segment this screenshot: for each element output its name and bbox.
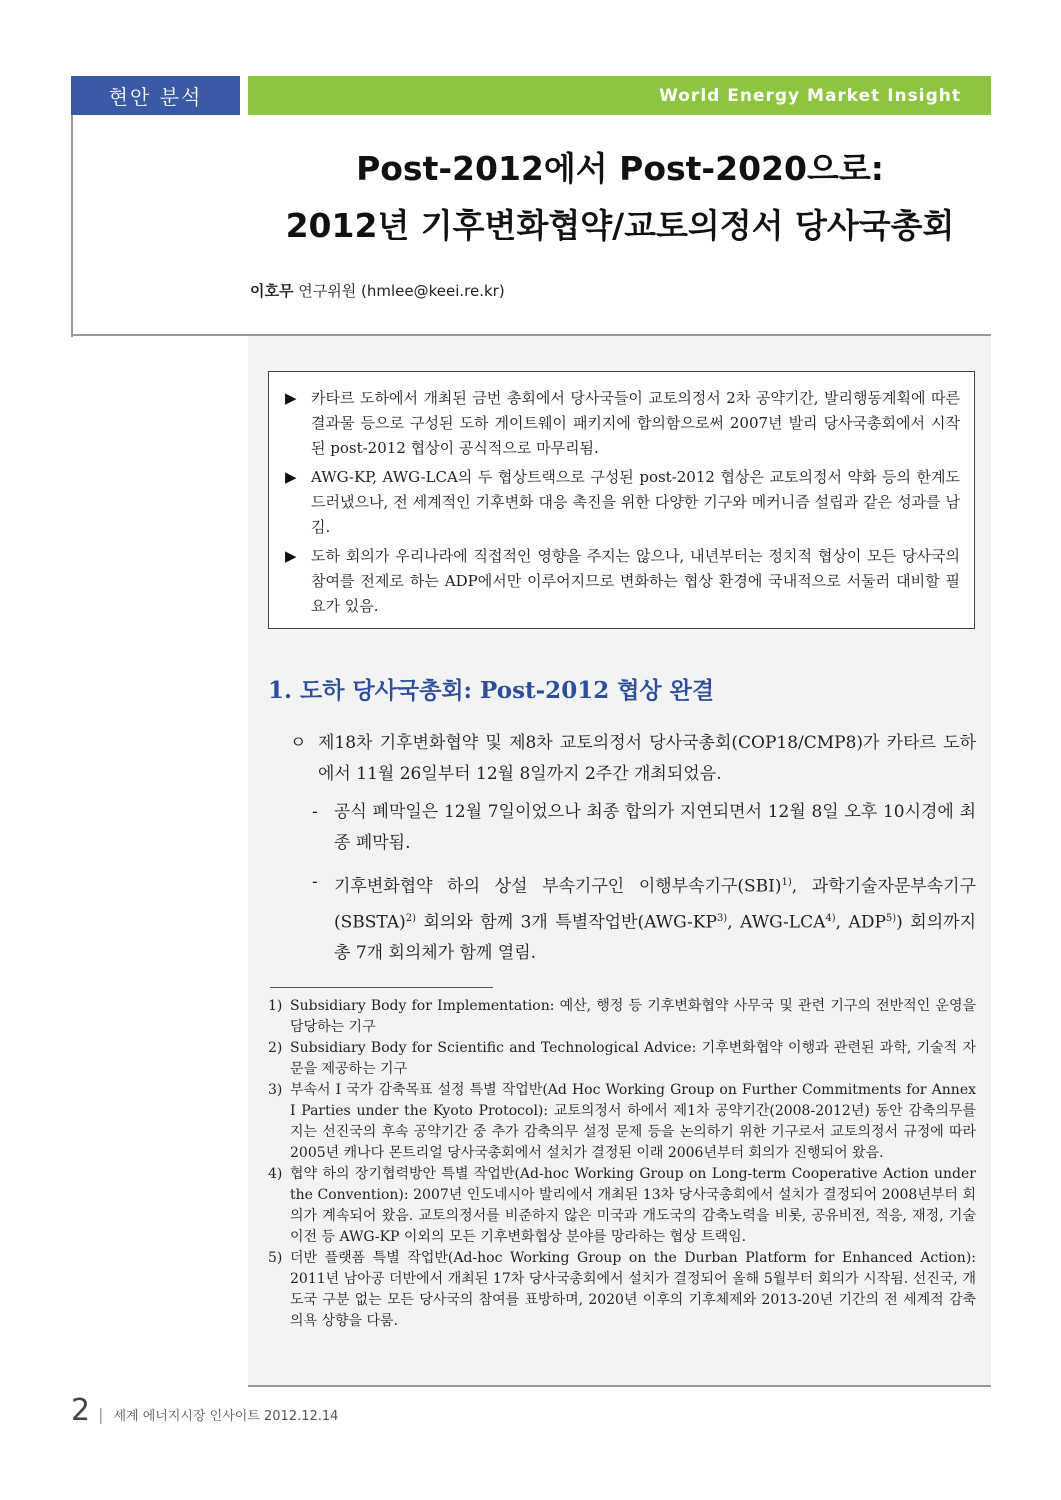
- footnote-ref: 5): [885, 912, 897, 924]
- footnote-ref: 2): [405, 912, 417, 924]
- author-name: 이호무: [250, 282, 294, 300]
- footnote-text: 협약 하의 장기협력방안 특별 작업반(Ad-hoc Working Group on Long-term Cooperative Action under the Convention): 2007년 인도네시아 발리에서 개최된 13차 당사국총회에서 설치가 결정되어 2008년부터 회의가 계속되어 왔음. 교토의정서를 비준하지 않은 미국과 개도국의 감축노력을 비롯, 공유비전, 적응, 재정, 기술이전 등 AWG-KP 이외의 모든 기후변화협상 분야를 망라하는 협상 트랙임.: [290, 1166, 976, 1245]
- footnote-ref: 4): [825, 912, 836, 924]
- page-footer: [71, 1393, 338, 1428]
- footnote-text: Subsidiary Body for Scientific and Technological Advice: 기후변화협약 이행과 관련된 과학, 기술적 자문을 제공하는 기구: [290, 1040, 976, 1077]
- dash-bullet-icon: -: [312, 872, 318, 892]
- footnote-number: 2): [268, 1040, 283, 1056]
- footnote: [268, 996, 976, 1038]
- footnote-ref: 3): [716, 912, 728, 924]
- article-title: [250, 140, 990, 254]
- sub-paragraph: [312, 797, 976, 859]
- footnote-number: 1): [268, 998, 283, 1014]
- footnote: [268, 1248, 976, 1332]
- footnote-number: 4): [268, 1166, 283, 1182]
- series-banner: World Energy Market Insight: [248, 76, 991, 115]
- sub-paragraph-text: 공식 폐막일은 12월 7일이었으나 최종 합의가 지연되면서 12월 8일 오후 10시경에 최종 폐막됨.: [334, 802, 976, 853]
- author-line: [250, 280, 505, 301]
- footer-separator: |: [98, 1405, 104, 1424]
- author-role: 연구위원 (hmlee@keei.re.kr): [298, 282, 505, 300]
- footnote-text: Subsidiary Body for Implementation: 예산, 행정 등 기후변화협약 사무국 및 관련 기구의 전반적인 운영을 담당하는 기구: [290, 998, 976, 1035]
- footer-divider: [248, 1385, 991, 1387]
- footnote: [268, 1164, 976, 1248]
- publication-info: 세계 에너지시장 인사이트 2012.12.14: [113, 1409, 339, 1424]
- sub-paragraph-text: 기후변화협약 하의 상설 부속기구인 이행부속기구(SBI)$^{1)}$, 과학기술자문부속기구(SBSTA)$^{2)}$ 회의와 함께 3개 특별작업반(AWG-KP$^{3)}$, AWG-LCA$^{4)}$, ADP$^{5)}$) 회의까지 총 7개 회의체가 함께 열림.: [334, 876, 976, 964]
- circle-bullet-icon: ㅇ: [290, 733, 307, 753]
- summary-text: AWG-KP, AWG-LCA의 두 협상트랙으로 구성된 post-2012 협상은 교토의정서 약화 등의 한계도 드러냈으나, 전 세계적인 기후변화 대응 촉진을 위한 다양한 기구와 메커니즘 설립과 같은 성과를 남김.: [311, 468, 960, 536]
- summary-text: 도하 회의가 우리나라에 직접적인 영향을 주지는 않으나, 내년부터는 정치적 협상이 모든 당사국의 참여를 전제로 하는 ADP에서만 이루어지므로 변화하는 협상 환경에 국내적으로 서둘러 대비할 필요가 있음.: [311, 547, 960, 615]
- footnotes: [268, 996, 976, 1332]
- footnote-number: 3): [268, 1082, 283, 1098]
- footnote-text: 부속서 I 국가 감축목표 설정 특별 작업반(Ad Hoc Working Group on Further Commitments for Annex I Parties under the Kyoto Protocol): 교토의정서 하에서 제1차 공약기간(2008-2012년) 동안 감축의무를 지는 선진국의 후속 공약기간 중 추가 감축의무 설정 문제 등을 논의하기 위한 기구로서 교토의정서 규정에 따라 2005년 캐나다 몬트리얼 당사국총회에서 설치가 결정된 이래 2006년부터 회의가 진행되어 왔음.: [290, 1082, 976, 1161]
- title-line-1: Post-2012에서 Post-2020으로:: [356, 149, 884, 188]
- left-divider: [71, 115, 73, 337]
- triangle-bullet-icon: ▶: [285, 547, 297, 565]
- summary-item: [285, 386, 960, 461]
- section-heading: 1. 도하 당사국총회: Post-2012 협상 완결: [268, 677, 715, 704]
- triangle-bullet-icon: ▶: [285, 468, 297, 486]
- footnote: [268, 1080, 976, 1164]
- footnote-number: 5): [268, 1250, 283, 1266]
- footnote-ref: 1): [781, 877, 792, 888]
- summary-item: [285, 465, 960, 540]
- footnote-text: 더반 플랫폼 특별 작업반(Ad-hoc Working Group on the Durban Platform for Enhanced Action): 2011년 남아공 더반에서 개최된 17차 당사국총회에서 설치가 결정되어 올해 5월부터 회의가 시작됨. 선진국, 개도국 구분 없는 모든 당사국의 참여를 표방하며, 2020년 이후의 기후체제와 2013-20년 기간의 전 세계적 감축의욕 상향을 다룸.: [290, 1250, 976, 1329]
- summary-box: [268, 371, 975, 629]
- footnote: [268, 1038, 976, 1080]
- summary-text: 카타르 도하에서 개최된 금번 총회에서 당사국들이 교토의정서 2차 공약기간, 발리행동계획에 따른 결과물 등으로 구성된 도하 게이트웨이 패키지에 합의함으로써 2007년 발리 당사국총회에서 시작된 post-2012 협상이 공식적으로 마무리됨.: [311, 389, 960, 457]
- summary-item: [285, 544, 960, 619]
- triangle-bullet-icon: ▶: [285, 389, 297, 407]
- footnote-divider: [270, 987, 493, 988]
- body-paragraph: [290, 728, 976, 790]
- category-tag: 현안 분석: [71, 76, 240, 115]
- paragraph-text: 제18차 기후변화협약 및 제8차 교토의정서 당사국총회(COP18/CMP8)가 카타르 도하에서 11월 26일부터 12월 8일까지 2주간 개최되었음.: [318, 733, 976, 784]
- dash-bullet-icon: -: [312, 802, 318, 822]
- title-line-2: 2012년 기후변화협약/교토의정서 당사국총회: [285, 206, 955, 245]
- page-number: 2: [71, 1393, 91, 1428]
- sub-paragraph: [312, 867, 976, 969]
